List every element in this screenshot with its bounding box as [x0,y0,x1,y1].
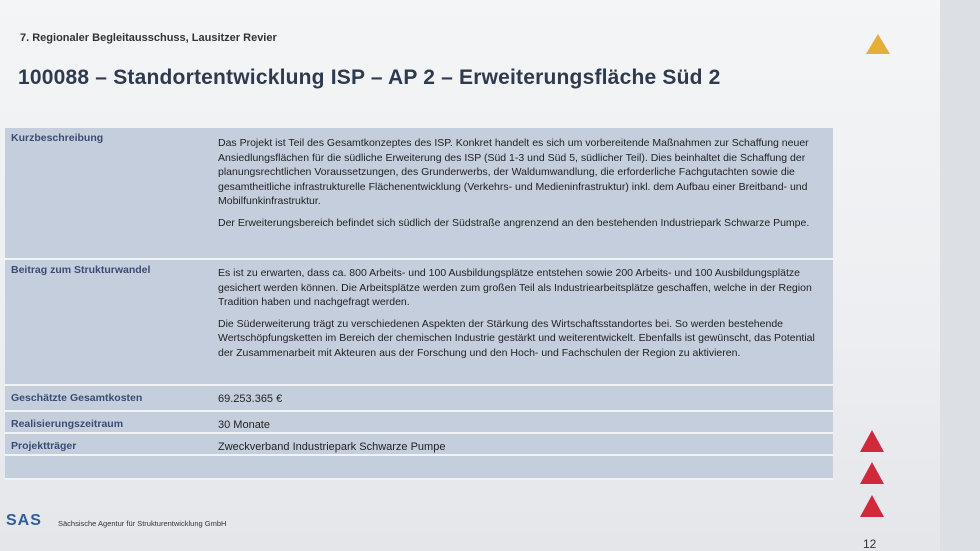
table-row-empty [5,456,833,480]
row-value [212,260,833,384]
row-value: 69.253.365 € [218,393,283,405]
page-title: 100088 – Standortentwicklung ISP – AP 2 – Erweiterungsfläche Süd 2 [18,66,721,89]
meeting-label: 7. Regionaler Begleitausschuss, Lausitzer Revier [20,32,277,44]
paragraph: Es ist zu erwarten, dass ca. 800 Arbeits- und 100 Ausbildungsplätze entstehen sowie 200 Arbeits- und 100 Ausbildungsplätze gesichert werden können. Die Arbeitsplätze werden zum großen Teil als Industriearbeitsplätze geschaffen, welche in der Region Tradition haben und nachgefragt werden. [218,267,812,308]
paragraph: Der Erweiterungsbereich befindet sich südlich der Südstraße angrenzend an den bestehenden Industriepark Schwarze Pumpe. [218,216,810,229]
sas-logo: SAS [6,512,42,529]
paragraph: Das Projekt ist Teil des Gesamtkonzeptes des ISP. Konkret handelt es sich um vorbereitende Maßnahmen zur Schaffung neuer Ansiedlungsflächen für die südliche Erweiterung des ISP (Süd 1-3 und Süd 5, südlicher Teil). Dies beinhaltet die Schaffung der planungsrechtlichen Voraussetzungen, des Grunderwerbs, der Waldumwandlung, die erforderliche Fachgutachten sowie die gesamtheitliche infrastrukturelle Flächenentwicklung (Verkehrs- und Medieninfrastruktur) inkl. dem Aufbau einer Breitband- und Mobilfunkinfrastruktur. [218,137,809,207]
row-value-empty [212,456,833,478]
agency-name: Sächsische Agentur für Strukturentwicklung GmbH [58,519,227,528]
warning-triangle-red-icon [860,430,884,452]
background-strip [940,0,980,551]
row-label: Beitrag zum Strukturwandel [11,264,151,276]
warning-triangle-red-icon [860,495,884,517]
warning-triangle-yellow-icon [866,34,890,54]
row-label: Projektträger [11,440,77,452]
paragraph: Die Süderweiterung trägt zu verschiedenen Aspekten der Stärkung des Wirtschaftsstandortes bei. So werden bestehende Wertschöpfungsketten im Bereich der chemischen Industrie gestärkt und weiterentwickelt. Ebenfalls ist gewünscht, das Potential der Zusammenarbeit mit Akteuren aus der Forschung und den Hoch- und Fachschulen der Region zu aktivieren. [218,317,815,359]
row-value: 30 Monate [218,419,270,431]
table-row [5,386,833,412]
row-label: Geschätzte Gesamtkosten [11,392,143,404]
table-row [5,434,833,456]
row-label-empty [5,456,212,478]
warning-triangle-red-icon [860,462,884,484]
table-row [5,260,833,386]
row-label: Kurzbeschreibung [11,132,104,144]
row-value: Zweckverband Industriepark Schwarze Pumpe [218,441,446,453]
table-row [5,412,833,434]
table-row [5,128,833,260]
row-label: Realisierungszeitraum [11,418,124,430]
project-table [5,128,833,480]
row-value [212,128,833,258]
page-number: 12 [863,537,877,551]
